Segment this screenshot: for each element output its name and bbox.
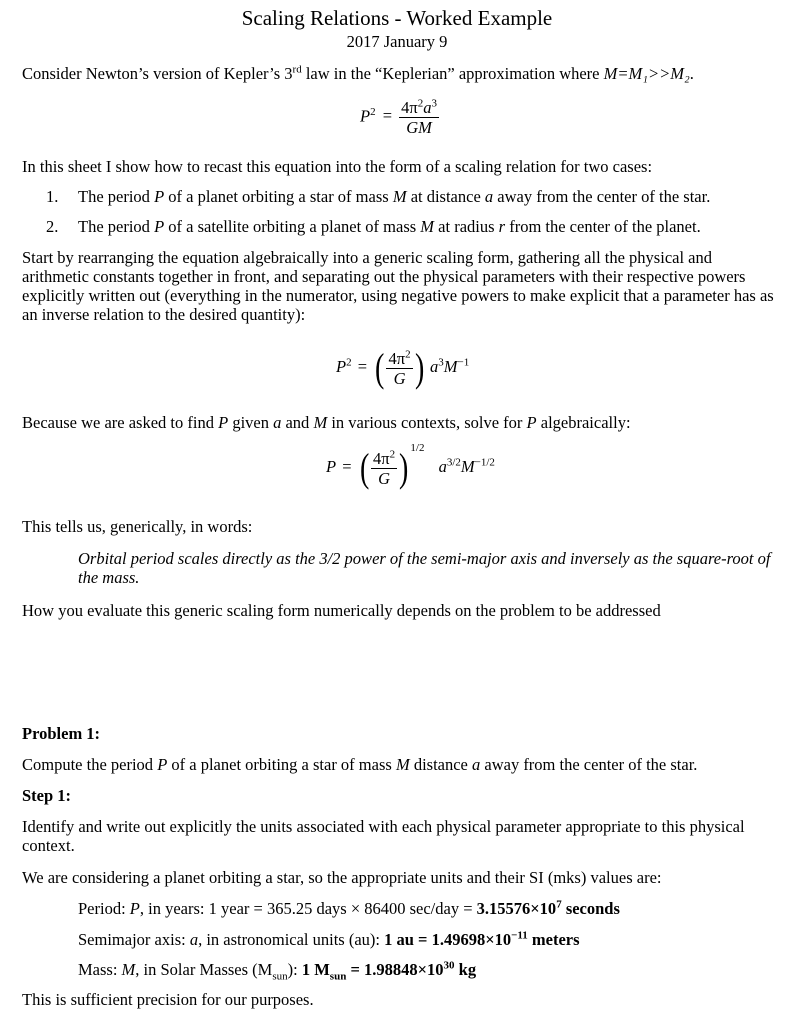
cases-lead: In this sheet I show how to recast this equation into the form of a scaling relation for two cases: [22, 157, 653, 176]
unit-period: Period: P, in years: 1 year = 365.25 days × 86400 $\sec/day = 3.15576\times 10^7$ seconds [78, 898, 620, 918]
page-title: Scaling Relations - Worked Example [241, 6, 553, 30]
solve-paragraph: Because we are asked to find P given a and M in various contexts, solve for P algebraically: [22, 413, 631, 432]
case-item-1: 1. The period P of a planet orbiting a star of mass M at distance a away from the center of the star. [46, 187, 711, 206]
unit-semimajor-axis: Semimajor axis: a, in astronomical units (au): 1 au = $1.49698\times 10^{-11}$ meters [78, 929, 580, 949]
scaling-statement: Orbital period scales directly as the 3/2 power of the semi-major axis and inversely as the square-root of the mass. [78, 549, 771, 587]
problem-1-statement: Compute the period P of a planet orbiting a star of mass M distance a away from the center of the star. [22, 755, 698, 774]
precision-note: This is sufficient precision for our purposes. [22, 990, 314, 1009]
rearrange-paragraph: Start by rearranging the equation algebraically into a generic scaling form, gathering all the physical and arithmetic constants together in front, and separating out the physical parameters with their respective powers explicitly written out (everything in the numerator, using negative powers to make explicit that a parameter has as an inverse relation to the desired quantity): [22, 248, 774, 324]
equation-kepler: $P^2$ = $\frac{4\pi^2a^3}{GM}$ [360, 97, 437, 137]
intro-paragraph: Consider Newton’s version of Kepler’s 3rd law in the “Keplerian” approximation where M=M₁>>M₂. [22, 63, 694, 83]
unit-mass: Mass: M, in Solar Masses $(M_{sun})$: 1 $M_{sun} = 1.98848\times 10^{30}$ kg [78, 959, 477, 983]
problem-1-heading: Problem 1: [22, 724, 101, 743]
top-edge-artifact [629, 0, 709, 1]
step-1-heading: Step 1: [22, 786, 72, 805]
words-lead: This tells us, generically, in words: [22, 517, 253, 536]
evaluation-note: How you evaluate this generic scaling form numerically depends on the problem to be addressed [22, 601, 661, 620]
units-lead: We are considering a planet orbiting a star, so the appropriate units and their SI (mks) values are: [22, 868, 662, 887]
equation-solved-p: P = ( $\frac{4\pi^2}{G}$ ) $^{1/2}$ $a^{3/2}M^{-1/2}$ [326, 442, 495, 490]
page-date: 2017 January 9 [346, 32, 448, 51]
case-item-2: 2. The period P of a satellite orbiting a planet of mass M at radius r from the center of the planet. [46, 217, 701, 236]
equation-scaling-p2: $P^2$ = ( $\frac{4\pi^2}{G}$ ) $a^3M^{-1}$ [336, 345, 470, 390]
step-1-text: Identify and write out explicitly the units associated with each physical parameter appropriate to this physical context. [22, 817, 745, 855]
